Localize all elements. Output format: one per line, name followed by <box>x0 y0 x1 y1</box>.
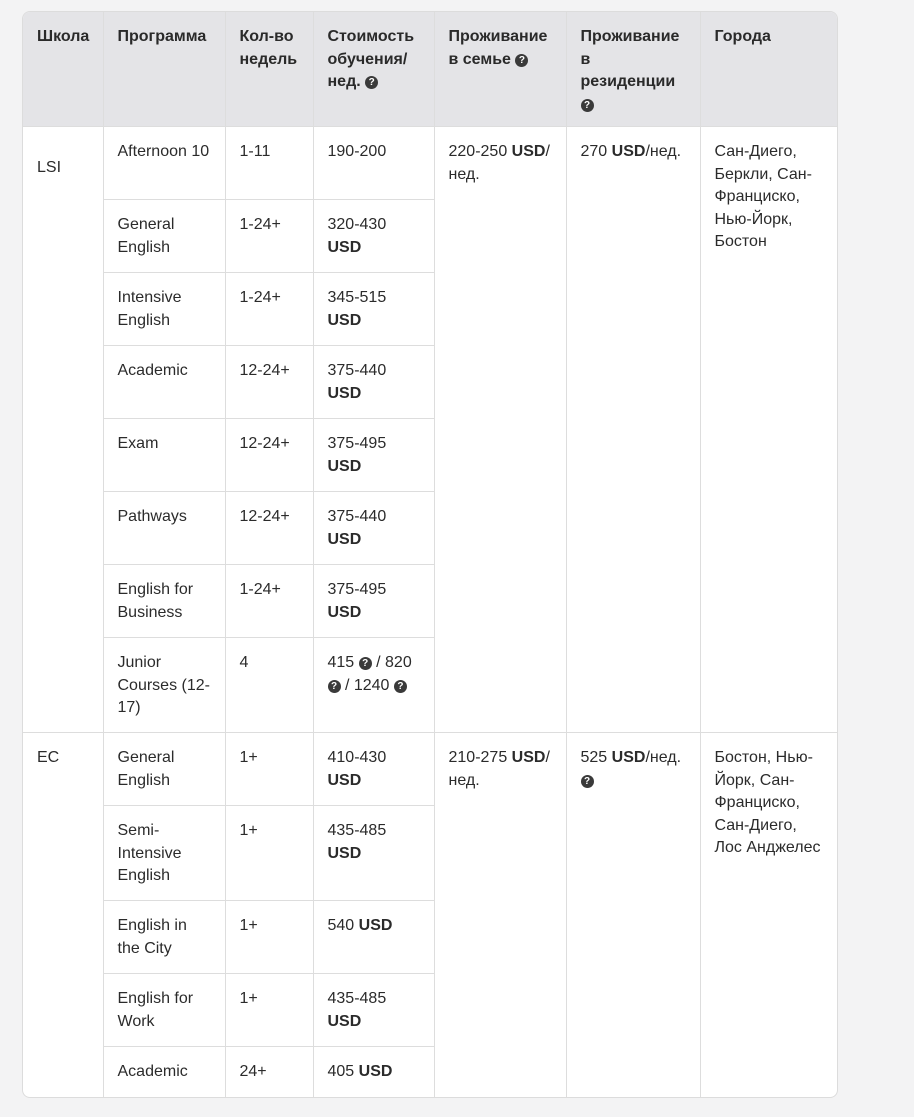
residence-value: 525 <box>580 749 608 766</box>
cost-value: 540 <box>327 917 355 934</box>
help-icon[interactable]: ? <box>581 775 594 788</box>
header-cities: Города <box>700 12 837 127</box>
table-row <box>23 127 837 200</box>
residence-cell <box>566 127 700 733</box>
weeks-cell: 24+ <box>225 1047 313 1098</box>
family-currency: USD <box>511 749 546 766</box>
cost-currency: USD <box>327 457 362 475</box>
cost-value: 375-440 <box>327 508 387 525</box>
cost-currency: USD <box>327 384 362 402</box>
cost-cell <box>313 806 434 901</box>
cost-value: 190-200 <box>327 143 387 160</box>
school-cell: EC <box>23 733 103 1098</box>
price-table-container <box>22 11 838 1098</box>
cost-currency: USD <box>327 771 362 789</box>
family-suffix: /нед. <box>448 143 550 183</box>
cost-cell <box>313 1047 434 1098</box>
program-cell: Intensive English <box>103 273 225 346</box>
residence-currency: USD <box>611 143 646 160</box>
cost-cell <box>313 346 434 419</box>
family-currency: USD <box>511 143 546 160</box>
cost-separator: / <box>344 676 350 694</box>
program-cell: English for Work <box>103 974 225 1047</box>
program-cell: Afternoon 10 <box>103 127 225 200</box>
residence-value: 270 <box>580 143 608 160</box>
cost-cell <box>313 565 434 638</box>
cities-cell: Сан-Диего, Беркли, Сан-Франциско, Нью-Йорк, Бостон <box>700 127 837 733</box>
header-program: Программа <box>103 12 225 127</box>
program-cell: English in the City <box>103 901 225 974</box>
header-cost <box>313 12 434 127</box>
weeks-cell: 12-24+ <box>225 492 313 565</box>
header-school: Школа <box>23 12 103 127</box>
family-suffix: /нед. <box>448 749 550 789</box>
cost-cell <box>313 733 434 806</box>
family-cell <box>434 127 566 733</box>
cost-currency: USD <box>327 530 362 548</box>
header-residence <box>566 12 700 127</box>
cost-currency: USD <box>327 603 362 621</box>
help-icon[interactable]: ? <box>581 99 594 112</box>
header-weeks: Кол-во недель <box>225 12 313 127</box>
cost-value: 345-515 <box>327 289 387 306</box>
program-cell: Exam <box>103 419 225 492</box>
weeks-cell: 1-24+ <box>225 565 313 638</box>
weeks-cell: 4 <box>225 638 313 733</box>
cost-value: 375-440 <box>327 362 387 379</box>
program-cell: General English <box>103 733 225 806</box>
program-cell: Semi-Intensive English <box>103 806 225 901</box>
help-icon[interactable]: ? <box>394 680 407 693</box>
cost-cell <box>313 127 434 200</box>
header-family <box>434 12 566 127</box>
header-residence-label: Проживание в резиденции <box>580 28 680 90</box>
weeks-cell: 12-24+ <box>225 419 313 492</box>
cost-currency: USD <box>358 917 393 934</box>
header-family-label: Проживание в семье <box>448 28 548 68</box>
cost-cell <box>313 419 434 492</box>
cost-value-c: 1240 <box>353 676 390 694</box>
weeks-cell: 1-24+ <box>225 200 313 273</box>
cost-currency: USD <box>358 1063 393 1080</box>
cost-cell <box>313 974 434 1047</box>
program-cell: Junior Courses (12-17) <box>103 638 225 733</box>
weeks-cell: 1+ <box>225 974 313 1047</box>
weeks-cell: 12-24+ <box>225 346 313 419</box>
cost-value: 435-485 <box>327 822 387 839</box>
program-cell: General English <box>103 200 225 273</box>
residence-suffix: /нед. <box>645 749 682 766</box>
cost-value: 320-430 <box>327 216 387 233</box>
family-value: 210-275 <box>448 749 508 766</box>
family-value: 220-250 <box>448 143 508 160</box>
cost-cell <box>313 638 434 733</box>
weeks-cell: 1+ <box>225 733 313 806</box>
cities-cell: Бостон, Нью-Йорк, Сан-Франциско, Сан-Диего, Лос Анджелес <box>700 733 837 1098</box>
cost-value: 375-495 <box>327 581 387 598</box>
table-row <box>23 733 837 806</box>
weeks-cell: 1+ <box>225 901 313 974</box>
school-cell: LSI <box>23 127 103 733</box>
family-cell <box>434 733 566 1098</box>
weeks-cell: 1-11 <box>225 127 313 200</box>
cost-value: 435-485 <box>327 990 387 1007</box>
weeks-cell: 1-24+ <box>225 273 313 346</box>
program-cell: Academic <box>103 1047 225 1098</box>
cost-value: 375-495 <box>327 435 387 452</box>
cost-value-a: 415 <box>327 654 355 671</box>
help-icon[interactable]: ? <box>359 657 372 670</box>
cost-cell <box>313 492 434 565</box>
cost-cell <box>313 901 434 974</box>
cost-value-b: 820 <box>385 654 412 671</box>
cost-currency: USD <box>327 1012 362 1030</box>
cost-separator: / <box>376 654 381 671</box>
cost-cell <box>313 273 434 346</box>
residence-suffix: /нед. <box>645 143 682 160</box>
residence-cell <box>566 733 700 1098</box>
cost-currency: USD <box>327 844 362 862</box>
cost-currency: USD <box>327 238 362 256</box>
cost-cell <box>313 200 434 273</box>
header-cost-label: Стоимость обучения/ нед. <box>327 28 415 90</box>
cost-value: 405 <box>327 1063 355 1080</box>
program-cell: Pathways <box>103 492 225 565</box>
program-cell: English for Business <box>103 565 225 638</box>
price-table <box>23 12 837 1098</box>
program-cell: Academic <box>103 346 225 419</box>
table-header-row <box>23 12 837 127</box>
help-icon[interactable]: ? <box>365 76 378 89</box>
cost-value: 410-430 <box>327 749 387 766</box>
help-icon[interactable]: ? <box>328 680 341 693</box>
weeks-cell: 1+ <box>225 806 313 901</box>
cost-currency: USD <box>327 311 362 329</box>
residence-currency: USD <box>611 749 646 766</box>
help-icon[interactable]: ? <box>515 54 528 67</box>
